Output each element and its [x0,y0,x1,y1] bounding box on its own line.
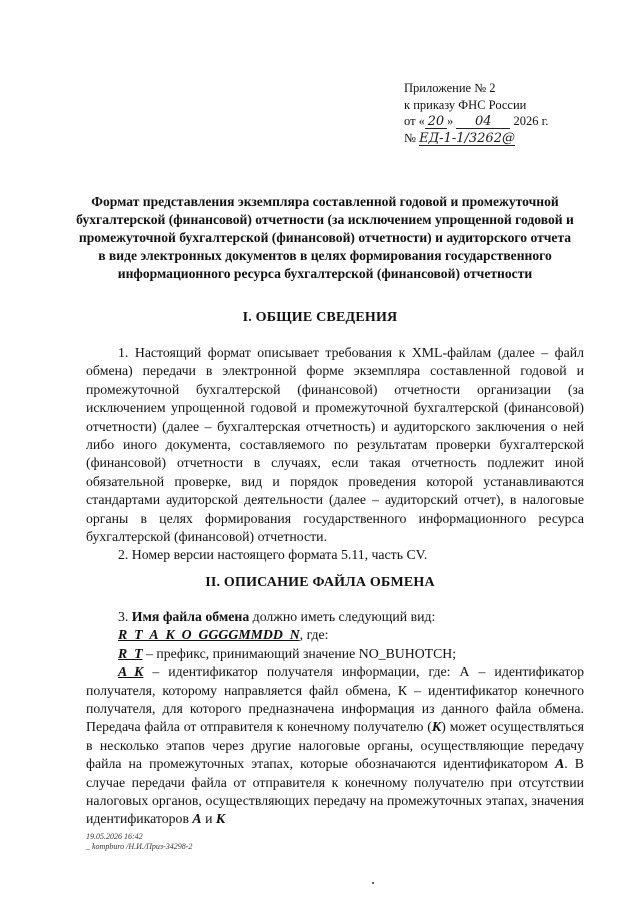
print-operator: _ kompburo /Н.И./Приз-34298-2 [86,842,193,851]
appendix-block [404,80,548,146]
print-timestamp: 19.05.2026 16:42 [86,832,143,841]
section-heading-general: I. ОБЩИЕ СВЕДЕНИЯ [242,310,398,325]
order-ref-line: к приказу ФНС России [404,97,527,112]
section-exchange-body [86,608,584,829]
paragraph-2: 2. Номер версии настоящего формата 5.11, часть CV. [118,547,428,563]
rt-term: R_T [118,645,143,661]
handwritten-number: ЕД-1-1/3262@ [419,130,515,146]
section-heading-exchange-file: II. ОПИСАНИЕ ФАЙЛА ОБМЕНА [205,575,435,590]
handwritten-month: 04 [456,115,510,129]
recipient-definition: A_K – идентификатор получателя информации, где: А – идентификатор получателя, которому направляется файл обмена, К – идентификатор конечного получателя, для которого предназначена информация из данного файла обмена. Передача файла от отправителя к конечному получателю (К) может осуществляться в несколько этапов через другие налоговые органы, осуществляющие передачу файла на промежуточных этапах, которые обозначаются идентификатором А. В случае передачи файла от отправителя к конечному получателю при отсутствии налоговых органов, осуществляющих передачу на промежуточных этапах, значения идентификаторов А и К [86,664,585,827]
order-number: № ЕД-1-1/3262@ [404,130,515,146]
term-file-name: Имя файла обмена [131,609,250,624]
handwritten-day: 20 [425,115,447,129]
appendix-line: Приложение № 2 [404,81,496,95]
section-general-body [86,344,584,565]
print-footer [86,832,192,852]
file-name-pattern: R_T_A_K_O_GGGGMMDD_N, где: [118,627,329,643]
paragraph-3: 3. Имя файла обмена должно иметь следующий вид: [118,609,436,624]
page-mark [372,882,374,884]
paragraph-1: 1. Настоящий формат описывает требования к XML-файлам (далее – файл обмена) передачи в электронной форме экземпляра составленной годовой и промежуточной бухгалтерской (финансовой) отчетности организации (за исключением упрощенной годовой и промежуточной бухгалтерской (финансовой) отчетности) (далее – бухгалтерская отчетность) и аудиторского заключения о ней либо иного документа, составляемого по результатам проверки бухгалтерской (финансовой) отчетности в случаях, если такая отчетность подлежит иной обязательной проверке, вид и порядок проведения которой устанавливаются стандартами аудиторской деятельности (далее – аудиторский отчет), в налоговые органы в целях формирования государственного информационного ресурса бухгалтерской (финансовой) отчетности. [86,345,584,545]
document-title: Формат представления экземпляра составленной годовой и промежуточной бухгалтерской (финансовой) отчетности (за исключением упрощенной годовой и промежуточной бухгалтерской (финансовой) отчетности) и аудиторского отчета в виде электронных документов в целях формирования государственного информационного ресурса бухгалтерской (финансовой) отчетности [76,194,574,281]
ak-term: A_K [118,664,144,680]
prefix-definition: R_T – префикс, принимающий значение NO_BUHOTCH; [118,645,457,661]
order-date: от « 20 » 04 2026 г. [404,114,549,129]
pattern-term: R_T_A_K_O_GGGGMMDD_N [118,627,300,643]
